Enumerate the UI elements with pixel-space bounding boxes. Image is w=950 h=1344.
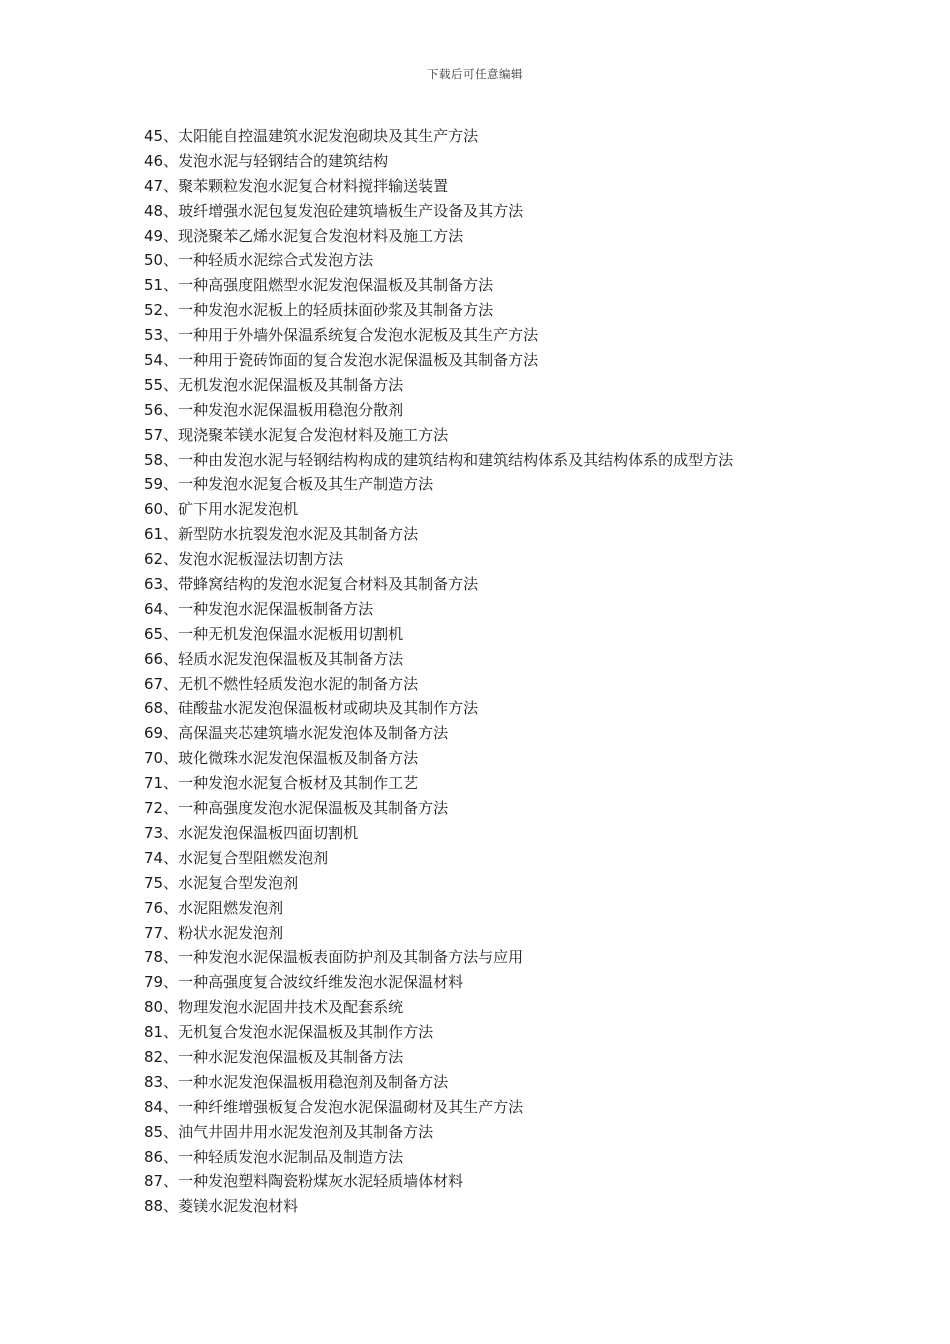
item-list xyxy=(144,124,733,1219)
list-item: 71、一种发泡水泥复合板材及其制作工艺 xyxy=(144,774,419,793)
list-item: 65、一种无机发泡保温水泥板用切割机 xyxy=(144,624,404,643)
list-item: 49、现浇聚苯乙烯水泥复合发泡材料及施工方法 xyxy=(144,226,464,245)
list-item: 60、矿下用水泥发泡机 xyxy=(144,500,299,519)
list-item: 75、水泥复合型发泡剂 xyxy=(144,873,299,892)
list-item: 76、水泥阻燃发泡剂 xyxy=(144,898,284,917)
list-item: 80、物理发泡水泥固井技术及配套系统 xyxy=(144,998,404,1017)
list-item: 57、现浇聚苯镁水泥复合发泡材料及施工方法 xyxy=(144,425,449,444)
list-item: 63、带蜂窝结构的发泡水泥复合材料及其制备方法 xyxy=(144,575,479,594)
list-item: 83、一种水泥发泡保温板用稳泡剂及制备方法 xyxy=(144,1072,449,1091)
list-item: 55、无机发泡水泥保温板及其制备方法 xyxy=(144,375,404,394)
list-item: 56、一种发泡水泥保温板用稳泡分散剂 xyxy=(144,400,404,419)
list-item: 52、一种发泡水泥板上的轻质抹面砂浆及其制备方法 xyxy=(144,301,494,320)
list-item: 82、一种水泥发泡保温板及其制备方法 xyxy=(144,1047,404,1066)
list-item: 72、一种高强度发泡水泥保温板及其制备方法 xyxy=(144,799,449,818)
list-item: 58、一种由发泡水泥与轻钢结构构成的建筑结构和建筑结构体系及其结构体系的成型方法 xyxy=(144,450,734,469)
list-item: 69、高保温夹芯建筑墙水泥发泡体及制备方法 xyxy=(144,724,449,743)
list-item: 59、一种发泡水泥复合板及其生产制造方法 xyxy=(144,475,434,494)
list-item: 50、一种轻质水泥综合式发泡方法 xyxy=(144,251,374,270)
list-item: 47、聚苯颗粒发泡水泥复合材料搅拌输送装置 xyxy=(144,176,449,195)
header-note: 下载后可任意编辑 xyxy=(427,67,523,81)
list-item: 81、无机复合发泡水泥保温板及其制作方法 xyxy=(144,1023,434,1042)
list-item: 66、轻质水泥发泡保温板及其制备方法 xyxy=(144,649,404,668)
list-item: 86、一种轻质发泡水泥制品及制造方法 xyxy=(144,1147,404,1166)
list-item: 70、玻化微珠水泥发泡保温板及制备方法 xyxy=(144,749,419,768)
list-item: 79、一种高强度复合波纹纤维发泡水泥保温材料 xyxy=(144,973,464,992)
list-item: 61、新型防水抗裂发泡水泥及其制备方法 xyxy=(144,525,419,544)
list-item: 53、一种用于外墙外保温系统复合发泡水泥板及其生产方法 xyxy=(144,326,539,345)
list-item: 74、水泥复合型阻燃发泡剂 xyxy=(144,848,329,867)
list-item: 73、水泥发泡保温板四面切割机 xyxy=(144,823,359,842)
list-item: 45、太阳能自控温建筑水泥发泡砌块及其生产方法 xyxy=(144,127,479,145)
list-item: 88、菱镁水泥发泡材料 xyxy=(144,1197,299,1216)
list-item: 85、油气井固井用水泥发泡剂及其制备方法 xyxy=(144,1122,434,1141)
list-item: 78、一种发泡水泥保温板表面防护剂及其制备方法与应用 xyxy=(144,948,524,967)
list-item: 51、一种高强度阻燃型水泥发泡保温板及其制备方法 xyxy=(144,276,494,295)
list-item: 87、一种发泡塑料陶瓷粉煤灰水泥轻质墙体材料 xyxy=(144,1172,464,1191)
list-item: 77、粉状水泥发泡剂 xyxy=(144,923,284,942)
list-item: 84、一种纤维增强板复合发泡水泥保温砌材及其生产方法 xyxy=(144,1097,524,1116)
list-item: 64、一种发泡水泥保温板制备方法 xyxy=(144,599,374,618)
list-item: 48、玻纤增强水泥包复发泡砼建筑墙板生产设备及其方法 xyxy=(144,201,524,220)
list-item: 68、硅酸盐水泥发泡保温板材或砌块及其制作方法 xyxy=(144,699,479,718)
list-item: 54、一种用于瓷砖饰面的复合发泡水泥保温板及其制备方法 xyxy=(144,351,539,370)
list-item: 62、发泡水泥板湿法切割方法 xyxy=(144,550,344,569)
list-item: 46、发泡水泥与轻钢结合的建筑结构 xyxy=(144,151,389,170)
list-item: 67、无机不燃性轻质发泡水泥的制备方法 xyxy=(144,674,419,693)
